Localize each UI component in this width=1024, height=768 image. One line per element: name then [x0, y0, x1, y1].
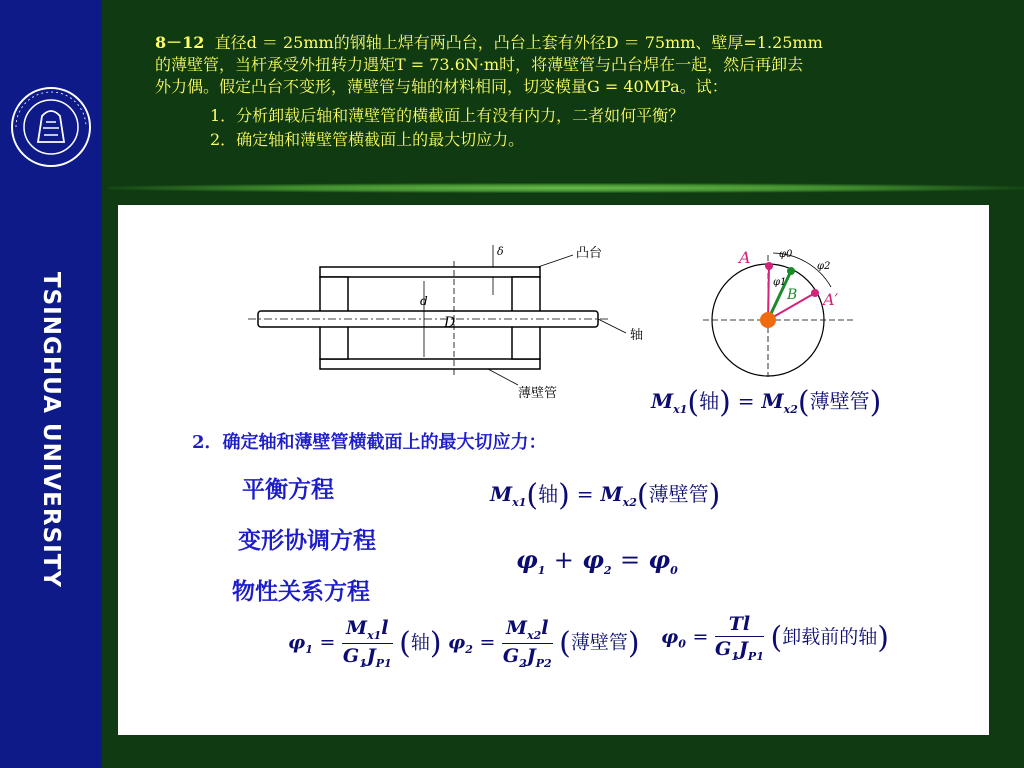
- compatibility-equation-label: 变形协调方程: [238, 527, 376, 554]
- balance-equation-label: 平衡方程: [242, 476, 334, 503]
- question-list: [210, 104, 945, 152]
- question-1: 1．分析卸载后轴和薄壁管的横截面上有没有内力，二者如何平衡？: [210, 106, 685, 125]
- problem-statement: [155, 32, 945, 152]
- sidebar: [0, 0, 102, 768]
- moment-equation: $M_{x1}$(轴) = $M_{x2}$(薄壁管): [490, 478, 721, 513]
- phi0-formula: $\varphi_0$ = $\frac{Tl}{G_1J_{P1}}$ (卸载前的轴): [661, 613, 889, 663]
- phi2-formula: $\varphi_2$ = $\frac{M_{x2}l}{G_2J_{P2}}$ (薄壁管): [448, 617, 640, 670]
- dim-d-label: d: [420, 294, 428, 308]
- point-B-label: B: [787, 287, 798, 303]
- problem-text-line1: 直径d ＝ 25mm的钢轴上焊有两凸台，凸台上套有外径D ＝ 75mm、壁厚=1.25mm: [214, 33, 823, 52]
- phi0-label: φ0: [779, 249, 793, 260]
- dim-D-label: D: [444, 315, 456, 331]
- shaft-tube-diagram: [248, 235, 738, 405]
- question-2: 2．确定轴和薄壁管横截面上的最大切应力。: [210, 130, 525, 149]
- tube-label: 薄壁管: [518, 386, 558, 401]
- phi1-formula: $\varphi_1$ = $\frac{M_{x1}l}{G_1J_{P1}}$ (轴): [288, 617, 442, 670]
- boss-label: 凸台: [576, 246, 603, 261]
- dim-delta-label: δ: [497, 245, 504, 258]
- problem-text-line2: 的薄壁管，当杆承受外扭转力遇矩T = 73.6N·m时，将薄壁管与凸台焊在一起，然后再卸去: [155, 55, 804, 74]
- problem-text-line3: 外力偶。假定凸台不变形，薄壁管与轴的材料相同，切变模量G = 40MPa。试：: [155, 77, 728, 96]
- section-title: 2．确定轴和薄壁管横截面上的最大切应力：: [192, 432, 547, 453]
- point-A-label: A: [739, 248, 751, 267]
- moment-equation-top: $M_{x1}$(轴) = $M_{x2}$(薄壁管): [651, 385, 882, 420]
- tsinghua-seal-logo: [10, 86, 92, 168]
- compatibility-equation: $\varphi_1 + \varphi_2 = \varphi_0$: [516, 545, 678, 577]
- physical-equation-label: 物性关系方程: [232, 578, 370, 605]
- phi2-label: φ2: [817, 261, 831, 272]
- cross-section-diagram: [703, 235, 858, 380]
- phi1-label: φ1: [773, 277, 787, 288]
- problem-number: 8－12: [155, 33, 205, 52]
- content-panel: [118, 205, 989, 735]
- point-A-prime-label: A′: [823, 290, 839, 309]
- header-divider: [108, 183, 1024, 193]
- sidebar-university-name: TSINGHUA UNIVERSITY: [38, 271, 64, 589]
- shaft-label: 轴: [630, 328, 644, 343]
